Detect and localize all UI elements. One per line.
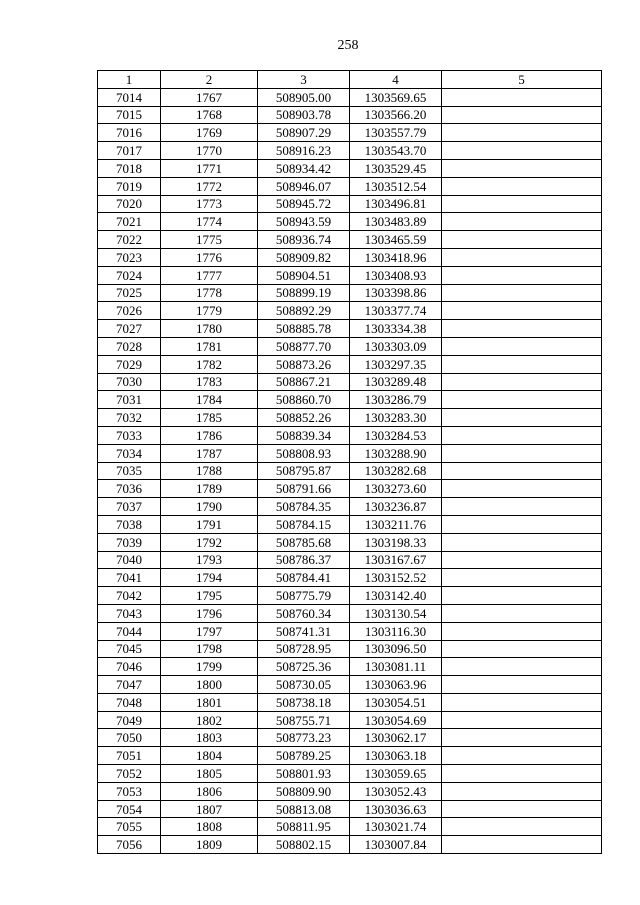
table-cell-col-2: 1779 xyxy=(161,302,258,320)
table-cell-col-5 xyxy=(442,551,602,569)
table-cell-col-3: 508916.23 xyxy=(258,142,350,160)
table-row xyxy=(98,498,602,516)
table-cell-col-3: 508791.66 xyxy=(258,480,350,498)
table-cell-col-4: 1303021.74 xyxy=(350,818,442,836)
table-cell-col-5 xyxy=(442,622,602,640)
table-cell-col-3: 508811.95 xyxy=(258,818,350,836)
table-cell-col-3: 508813.08 xyxy=(258,800,350,818)
table-cell-col-1: 7025 xyxy=(98,284,161,302)
table-cell-col-3: 508839.34 xyxy=(258,426,350,444)
table-cell-col-2: 1791 xyxy=(161,515,258,533)
table-cell-col-1: 7014 xyxy=(98,88,161,106)
table-cell-col-3: 508877.70 xyxy=(258,337,350,355)
table-row xyxy=(98,320,602,338)
table-cell-col-3: 508755.71 xyxy=(258,711,350,729)
table-cell-col-5 xyxy=(442,836,602,854)
table-cell-col-3: 508738.18 xyxy=(258,693,350,711)
table-cell-col-4: 1303054.51 xyxy=(350,693,442,711)
table-cell-col-4: 1303288.90 xyxy=(350,444,442,462)
table-cell-col-3: 508909.82 xyxy=(258,248,350,266)
table-cell-col-5 xyxy=(442,818,602,836)
table-cell-col-4: 1303063.18 xyxy=(350,747,442,765)
table-cell-col-3: 508903.78 xyxy=(258,106,350,124)
table-cell-col-5 xyxy=(442,640,602,658)
table-cell-col-5 xyxy=(442,266,602,284)
table-cell-col-1: 7031 xyxy=(98,391,161,409)
table-cell-col-2: 1772 xyxy=(161,177,258,195)
table-row xyxy=(98,337,602,355)
table-cell-col-5 xyxy=(442,444,602,462)
table-cell-col-1: 7024 xyxy=(98,266,161,284)
table-cell-col-3: 508784.35 xyxy=(258,498,350,516)
table-body xyxy=(98,88,602,853)
table-cell-col-2: 1778 xyxy=(161,284,258,302)
table-cell-col-5 xyxy=(442,658,602,676)
table-cell-col-1: 7052 xyxy=(98,765,161,783)
table-cell-col-1: 7020 xyxy=(98,195,161,213)
table-cell-col-2: 1777 xyxy=(161,266,258,284)
table-cell-col-2: 1801 xyxy=(161,693,258,711)
table-cell-col-2: 1780 xyxy=(161,320,258,338)
table-cell-col-4: 1303284.53 xyxy=(350,426,442,444)
table-cell-col-1: 7048 xyxy=(98,693,161,711)
table-row xyxy=(98,533,602,551)
table-cell-col-4: 1303116.30 xyxy=(350,622,442,640)
table-cell-col-3: 508945.72 xyxy=(258,195,350,213)
table-cell-col-2: 1790 xyxy=(161,498,258,516)
table-cell-col-5 xyxy=(442,373,602,391)
table-cell-col-5 xyxy=(442,782,602,800)
table-row xyxy=(98,765,602,783)
table-row xyxy=(98,302,602,320)
table-cell-col-4: 1303483.89 xyxy=(350,213,442,231)
table-cell-col-5 xyxy=(442,765,602,783)
table-row xyxy=(98,569,602,587)
table-cell-col-2: 1786 xyxy=(161,426,258,444)
table-cell-col-1: 7045 xyxy=(98,640,161,658)
table-cell-col-4: 1303529.45 xyxy=(350,159,442,177)
table-cell-col-4: 1303081.11 xyxy=(350,658,442,676)
table-cell-col-5 xyxy=(442,142,602,160)
table-row xyxy=(98,142,602,160)
table-cell-col-2: 1767 xyxy=(161,88,258,106)
table-cell-col-1: 7054 xyxy=(98,800,161,818)
table-cell-col-3: 508728.95 xyxy=(258,640,350,658)
table-cell-col-4: 1303566.20 xyxy=(350,106,442,124)
table-row xyxy=(98,159,602,177)
table-cell-col-2: 1788 xyxy=(161,462,258,480)
table-row xyxy=(98,622,602,640)
table-cell-col-1: 7033 xyxy=(98,426,161,444)
table-cell-col-5 xyxy=(442,515,602,533)
table-cell-col-2: 1802 xyxy=(161,711,258,729)
table-cell-col-5 xyxy=(442,337,602,355)
table-cell-col-3: 508773.23 xyxy=(258,729,350,747)
table-cell-col-2: 1804 xyxy=(161,747,258,765)
table-cell-col-5 xyxy=(442,800,602,818)
table-cell-col-4: 1303289.48 xyxy=(350,373,442,391)
table-cell-col-4: 1303286.79 xyxy=(350,391,442,409)
table-cell-col-2: 1797 xyxy=(161,622,258,640)
table-cell-col-5 xyxy=(442,284,602,302)
table-cell-col-1: 7021 xyxy=(98,213,161,231)
table-cell-col-1: 7035 xyxy=(98,462,161,480)
table-row xyxy=(98,711,602,729)
table-cell-col-1: 7051 xyxy=(98,747,161,765)
table-cell-col-5 xyxy=(442,391,602,409)
table-cell-col-3: 508784.41 xyxy=(258,569,350,587)
table-cell-col-2: 1781 xyxy=(161,337,258,355)
table-cell-col-2: 1793 xyxy=(161,551,258,569)
table-cell-col-3: 508786.37 xyxy=(258,551,350,569)
table-cell-col-1: 7044 xyxy=(98,622,161,640)
table-cell-col-3: 508905.00 xyxy=(258,88,350,106)
table-cell-col-2: 1783 xyxy=(161,373,258,391)
table-cell-col-3: 508892.29 xyxy=(258,302,350,320)
header-cell-1: 1 xyxy=(98,71,161,89)
table-cell-col-5 xyxy=(442,676,602,694)
table-cell-col-4: 1303418.96 xyxy=(350,248,442,266)
table-cell-col-1: 7036 xyxy=(98,480,161,498)
table-cell-col-5 xyxy=(442,498,602,516)
table-cell-col-1: 7027 xyxy=(98,320,161,338)
table-cell-col-3: 508852.26 xyxy=(258,409,350,427)
table-cell-col-4: 1303273.60 xyxy=(350,480,442,498)
table-cell-col-1: 7015 xyxy=(98,106,161,124)
table-cell-col-4: 1303334.38 xyxy=(350,320,442,338)
table-row xyxy=(98,836,602,854)
table-cell-col-3: 508760.34 xyxy=(258,604,350,622)
table-cell-col-4: 1303096.50 xyxy=(350,640,442,658)
table-cell-col-3: 508809.90 xyxy=(258,782,350,800)
table-cell-col-3: 508802.15 xyxy=(258,836,350,854)
table-cell-col-5 xyxy=(442,159,602,177)
table-cell-col-2: 1806 xyxy=(161,782,258,800)
table-cell-col-2: 1807 xyxy=(161,800,258,818)
table-cell-col-5 xyxy=(442,213,602,231)
table-cell-col-5 xyxy=(442,124,602,142)
table-cell-col-5 xyxy=(442,729,602,747)
table-cell-col-4: 1303297.35 xyxy=(350,355,442,373)
table-cell-col-3: 508899.19 xyxy=(258,284,350,302)
table-row xyxy=(98,587,602,605)
table-cell-col-1: 7049 xyxy=(98,711,161,729)
table-cell-col-1: 7016 xyxy=(98,124,161,142)
table-cell-col-5 xyxy=(442,480,602,498)
table-cell-col-1: 7034 xyxy=(98,444,161,462)
table-cell-col-5 xyxy=(442,711,602,729)
table-cell-col-4: 1303036.63 xyxy=(350,800,442,818)
header-cell-2: 2 xyxy=(161,71,258,89)
table-cell-col-5 xyxy=(442,569,602,587)
table-row xyxy=(98,444,602,462)
table-cell-col-1: 7017 xyxy=(98,142,161,160)
table-cell-col-2: 1776 xyxy=(161,248,258,266)
table-cell-col-5 xyxy=(442,426,602,444)
table-cell-col-1: 7042 xyxy=(98,587,161,605)
table-cell-col-5 xyxy=(442,195,602,213)
table-cell-col-4: 1303130.54 xyxy=(350,604,442,622)
table-cell-col-5 xyxy=(442,302,602,320)
table-cell-col-3: 508860.70 xyxy=(258,391,350,409)
table-row xyxy=(98,604,602,622)
table-cell-col-5 xyxy=(442,355,602,373)
table-cell-col-4: 1303152.52 xyxy=(350,569,442,587)
table-cell-col-4: 1303282.68 xyxy=(350,462,442,480)
table-cell-col-2: 1789 xyxy=(161,480,258,498)
table-cell-col-1: 7029 xyxy=(98,355,161,373)
table-cell-col-5 xyxy=(442,88,602,106)
table-cell-col-1: 7022 xyxy=(98,231,161,249)
table-cell-col-5 xyxy=(442,604,602,622)
table-cell-col-2: 1798 xyxy=(161,640,258,658)
table-cell-col-5 xyxy=(442,248,602,266)
table-cell-col-3: 508907.29 xyxy=(258,124,350,142)
table-cell-col-3: 508801.93 xyxy=(258,765,350,783)
table-cell-col-1: 7028 xyxy=(98,337,161,355)
table-row xyxy=(98,284,602,302)
coordinates-table xyxy=(97,70,602,854)
table-cell-col-3: 508867.21 xyxy=(258,373,350,391)
table-cell-col-2: 1808 xyxy=(161,818,258,836)
table-row xyxy=(98,106,602,124)
table-cell-col-5 xyxy=(442,462,602,480)
table-cell-col-2: 1795 xyxy=(161,587,258,605)
table-cell-col-1: 7043 xyxy=(98,604,161,622)
table-row xyxy=(98,462,602,480)
table-cell-col-3: 508795.87 xyxy=(258,462,350,480)
table-cell-col-3: 508946.07 xyxy=(258,177,350,195)
table-cell-col-2: 1770 xyxy=(161,142,258,160)
table-row xyxy=(98,800,602,818)
table-cell-col-1: 7055 xyxy=(98,818,161,836)
table-cell-col-2: 1785 xyxy=(161,409,258,427)
table-cell-col-1: 7056 xyxy=(98,836,161,854)
table-cell-col-4: 1303408.93 xyxy=(350,266,442,284)
table-cell-col-4: 1303377.74 xyxy=(350,302,442,320)
table-cell-col-4: 1303465.59 xyxy=(350,231,442,249)
table-cell-col-1: 7050 xyxy=(98,729,161,747)
table-cell-col-3: 508784.15 xyxy=(258,515,350,533)
table-cell-col-2: 1787 xyxy=(161,444,258,462)
table-cell-col-1: 7039 xyxy=(98,533,161,551)
table-cell-col-4: 1303283.30 xyxy=(350,409,442,427)
table-row xyxy=(98,231,602,249)
table-cell-col-1: 7038 xyxy=(98,515,161,533)
table-cell-col-5 xyxy=(442,747,602,765)
table-cell-col-2: 1792 xyxy=(161,533,258,551)
table-row xyxy=(98,551,602,569)
table-cell-col-1: 7046 xyxy=(98,658,161,676)
table-cell-col-2: 1784 xyxy=(161,391,258,409)
page-number: 258 xyxy=(337,38,359,53)
table-cell-col-3: 508885.78 xyxy=(258,320,350,338)
table-row xyxy=(98,355,602,373)
table-cell-col-4: 1303512.54 xyxy=(350,177,442,195)
table-cell-col-1: 7019 xyxy=(98,177,161,195)
table-cell-col-2: 1775 xyxy=(161,231,258,249)
table-cell-col-3: 508741.31 xyxy=(258,622,350,640)
table-row xyxy=(98,373,602,391)
table-row xyxy=(98,480,602,498)
table-cell-col-4: 1303007.84 xyxy=(350,836,442,854)
table-cell-col-1: 7018 xyxy=(98,159,161,177)
table-cell-col-3: 508943.59 xyxy=(258,213,350,231)
table-row xyxy=(98,782,602,800)
table-cell-col-5 xyxy=(442,106,602,124)
table-cell-col-4: 1303198.33 xyxy=(350,533,442,551)
table-cell-col-1: 7041 xyxy=(98,569,161,587)
header-cell-4: 4 xyxy=(350,71,442,89)
header-row xyxy=(98,71,602,89)
table-row xyxy=(98,640,602,658)
table-row xyxy=(98,747,602,765)
table-cell-col-2: 1799 xyxy=(161,658,258,676)
table-row xyxy=(98,676,602,694)
table-row xyxy=(98,658,602,676)
table-cell-col-4: 1303496.81 xyxy=(350,195,442,213)
table-cell-col-3: 508730.05 xyxy=(258,676,350,694)
table-row xyxy=(98,266,602,284)
table-cell-col-4: 1303052.43 xyxy=(350,782,442,800)
table-cell-col-4: 1303211.76 xyxy=(350,515,442,533)
table-cell-col-5 xyxy=(442,587,602,605)
table-cell-col-1: 7030 xyxy=(98,373,161,391)
table-row xyxy=(98,818,602,836)
table-cell-col-4: 1303142.40 xyxy=(350,587,442,605)
table-cell-col-5 xyxy=(442,693,602,711)
table-cell-col-2: 1782 xyxy=(161,355,258,373)
table-cell-col-3: 508936.74 xyxy=(258,231,350,249)
table-cell-col-2: 1768 xyxy=(161,106,258,124)
table-row xyxy=(98,213,602,231)
table-cell-col-4: 1303236.87 xyxy=(350,498,442,516)
table-cell-col-1: 7040 xyxy=(98,551,161,569)
table-cell-col-4: 1303063.96 xyxy=(350,676,442,694)
table-cell-col-5 xyxy=(442,177,602,195)
table-cell-col-5 xyxy=(442,409,602,427)
table-cell-col-3: 508934.42 xyxy=(258,159,350,177)
table-cell-col-3: 508808.93 xyxy=(258,444,350,462)
table-cell-col-2: 1805 xyxy=(161,765,258,783)
table-cell-col-2: 1803 xyxy=(161,729,258,747)
table-row xyxy=(98,515,602,533)
table-cell-col-4: 1303059.65 xyxy=(350,765,442,783)
table-cell-col-4: 1303062.17 xyxy=(350,729,442,747)
table-cell-col-4: 1303569.65 xyxy=(350,88,442,106)
header-cell-3: 3 xyxy=(258,71,350,89)
table-cell-col-2: 1794 xyxy=(161,569,258,587)
table-cell-col-5 xyxy=(442,533,602,551)
table-cell-col-1: 7023 xyxy=(98,248,161,266)
table-cell-col-3: 508725.36 xyxy=(258,658,350,676)
table-cell-col-3: 508775.79 xyxy=(258,587,350,605)
table-cell-col-3: 508789.25 xyxy=(258,747,350,765)
table-cell-col-1: 7037 xyxy=(98,498,161,516)
table-cell-col-4: 1303543.70 xyxy=(350,142,442,160)
table-cell-col-1: 7053 xyxy=(98,782,161,800)
table-cell-col-1: 7032 xyxy=(98,409,161,427)
table-cell-col-4: 1303167.67 xyxy=(350,551,442,569)
table-row xyxy=(98,409,602,427)
table-cell-col-2: 1809 xyxy=(161,836,258,854)
table-cell-col-3: 508904.51 xyxy=(258,266,350,284)
table-row xyxy=(98,195,602,213)
table-cell-col-3: 508873.26 xyxy=(258,355,350,373)
header-cell-5: 5 xyxy=(442,71,602,89)
table-header xyxy=(98,71,602,89)
table-cell-col-4: 1303557.79 xyxy=(350,124,442,142)
table-cell-col-1: 7026 xyxy=(98,302,161,320)
table-cell-col-4: 1303398.86 xyxy=(350,284,442,302)
table-cell-col-2: 1774 xyxy=(161,213,258,231)
table-row xyxy=(98,426,602,444)
table-cell-col-1: 7047 xyxy=(98,676,161,694)
table-cell-col-3: 508785.68 xyxy=(258,533,350,551)
table-row xyxy=(98,88,602,106)
table-row xyxy=(98,124,602,142)
table-cell-col-2: 1800 xyxy=(161,676,258,694)
table-cell-col-2: 1769 xyxy=(161,124,258,142)
table-cell-col-4: 1303054.69 xyxy=(350,711,442,729)
table-cell-col-2: 1771 xyxy=(161,159,258,177)
table-cell-col-2: 1773 xyxy=(161,195,258,213)
table-row xyxy=(98,248,602,266)
table-cell-col-5 xyxy=(442,231,602,249)
table-cell-col-5 xyxy=(442,320,602,338)
table-cell-col-2: 1796 xyxy=(161,604,258,622)
table-row xyxy=(98,391,602,409)
table-row xyxy=(98,693,602,711)
table-cell-col-4: 1303303.09 xyxy=(350,337,442,355)
table-row xyxy=(98,177,602,195)
table-row xyxy=(98,729,602,747)
